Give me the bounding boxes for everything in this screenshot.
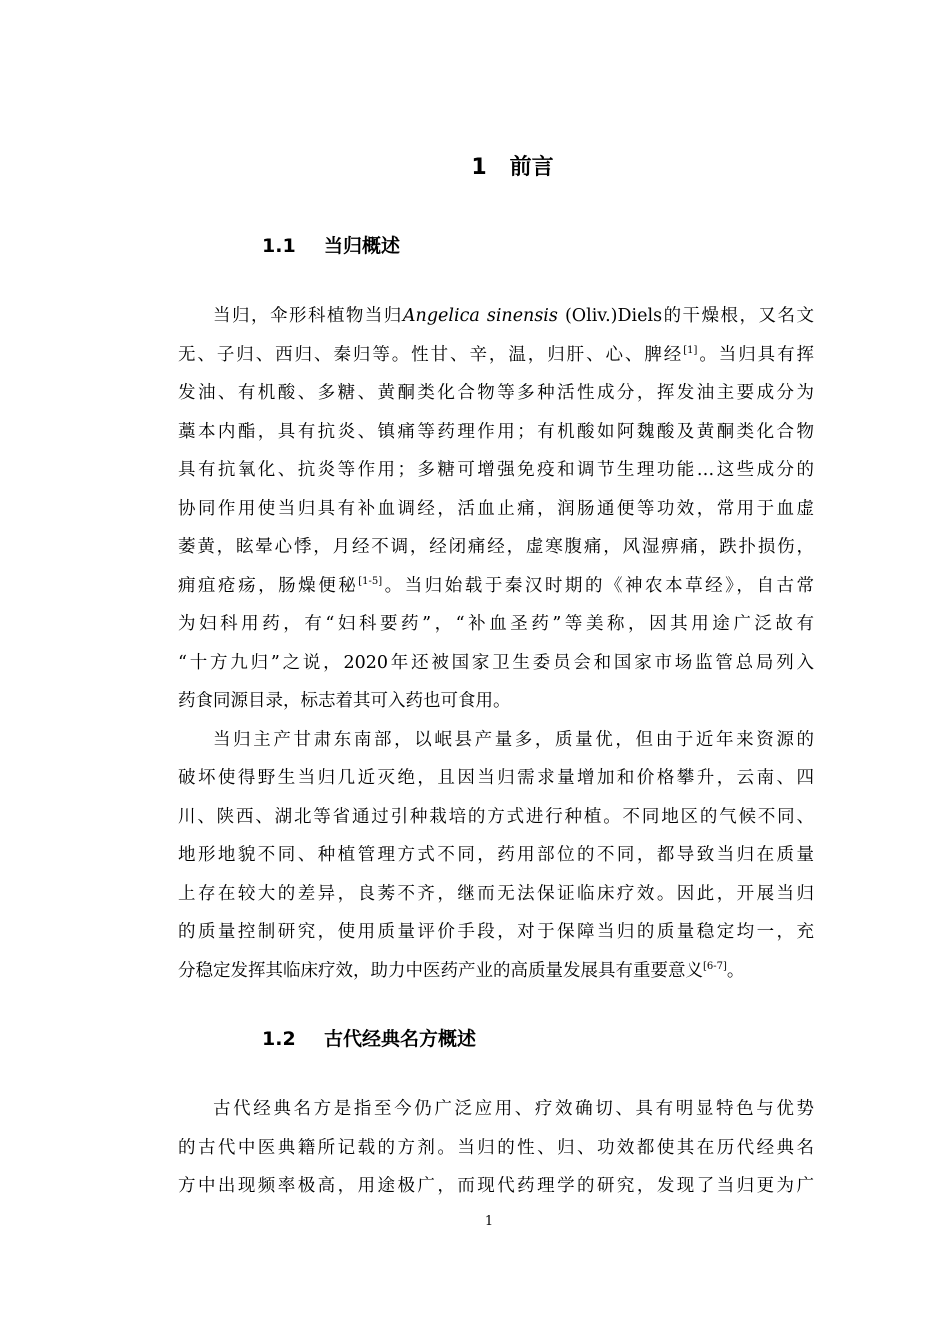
- citation: [1]: [683, 344, 698, 356]
- citation: [6-7]: [703, 960, 727, 972]
- text-line: 分稳定发挥其临床疗效，助力中医药产业的高质量发展具有重要意义[6-7]。: [178, 960, 745, 981]
- paragraph-angelica-overview: [178, 297, 814, 990]
- text-line: “十方九归”之说，2020年还被国家卫生委员会和国家市场监管总局列入: [178, 652, 814, 673]
- section-heading-1-1: [262, 231, 400, 261]
- chapter-number: 1: [471, 155, 487, 180]
- text-line: 当归主产甘肃东南部，以岷县产量多，质量优，但由于近年来资源的: [213, 729, 814, 750]
- text-line: 川、陕西、湖北等省通过引种栽培的方式进行种植。不同地区的气候不同、: [178, 806, 814, 827]
- chapter-heading: [0, 151, 950, 185]
- text-line: 痈疽疮疡，肠燥便秘[1-5]。当归始载于秦汉时期的《神农本草经》，自古常: [178, 575, 815, 596]
- text-line: 萎黄，眩晕心悸，月经不调，经闭痛经，虚寒腹痛，风湿痹痛，跌扑损伤，: [178, 537, 814, 557]
- section-heading-1-2: [262, 1024, 476, 1054]
- section-number: 1.1: [262, 235, 296, 257]
- text-line: 为妇科用药，有“妇科要药”，“补血圣药”等美称，因其用途广泛故有: [178, 614, 814, 634]
- text-line: 无、子归、西归、秦归等。性甘、辛，温，归肝、心、脾经[1]。当归具有挥: [178, 344, 814, 365]
- text-line: 的质量控制研究，使用质量评价手段，对于保障当归的质量稳定均一，充: [178, 922, 814, 942]
- latin-name: Angelica sinensis: [402, 306, 558, 326]
- text-line: 药食同源目录，标志着其可入药也可食用。: [178, 691, 511, 711]
- chapter-title: 前言: [509, 155, 554, 180]
- text-line: 破坏使得野生当归几近灭绝，且因当归需求量增加和价格攀升，云南、四: [178, 768, 814, 788]
- paragraph-classical-formulas: [178, 1090, 814, 1206]
- text-line: 当归，伞形科植物当归Angelica sinensis (Oliv.)Diels的干燥根，又名文: [213, 306, 814, 326]
- text-line: 协同作用使当归具有补血调经，活血止痛，润肠通便等功效，常用于血虚: [178, 498, 814, 519]
- page-number: 1: [484, 1214, 494, 1229]
- text-line: 藁本内酯，具有抗炎、镇痛等药理作用；有机酸如阿魏酸及黄酮类化合物: [178, 421, 814, 442]
- text-line: 古代经典名方是指至今仍广泛应用、疗效确切、具有明显特色与优势: [213, 1099, 814, 1119]
- section-number: 1.2: [262, 1028, 296, 1050]
- text-line: 发油、有机酸、多糖、黄酮类化合物等多种活性成分，挥发油主要成分为: [178, 383, 814, 403]
- text-line: 方中出现频率极高，用途极广，而现代药理学的研究，发现了当归更为广: [178, 1176, 814, 1196]
- citation: [1-5]: [358, 575, 383, 587]
- text-line: 上存在较大的差异，良莠不齐，继而无法保证临床疗效。因此，开展当归: [178, 883, 814, 904]
- text-line: 的古代中医典籍所记载的方剂。当归的性、归、功效都使其在历代经典名: [178, 1137, 814, 1158]
- section-title: 古代经典名方概述: [324, 1028, 477, 1050]
- section-title: 当归概述: [324, 235, 401, 257]
- text-line: 地形地貌不同、种植管理方式不同，药用部位的不同，都导致当归在质量: [178, 845, 814, 865]
- text-line: 具有抗氧化、抗炎等作用；多糖可增强免疫和调节生理功能…这些成分的: [178, 460, 814, 480]
